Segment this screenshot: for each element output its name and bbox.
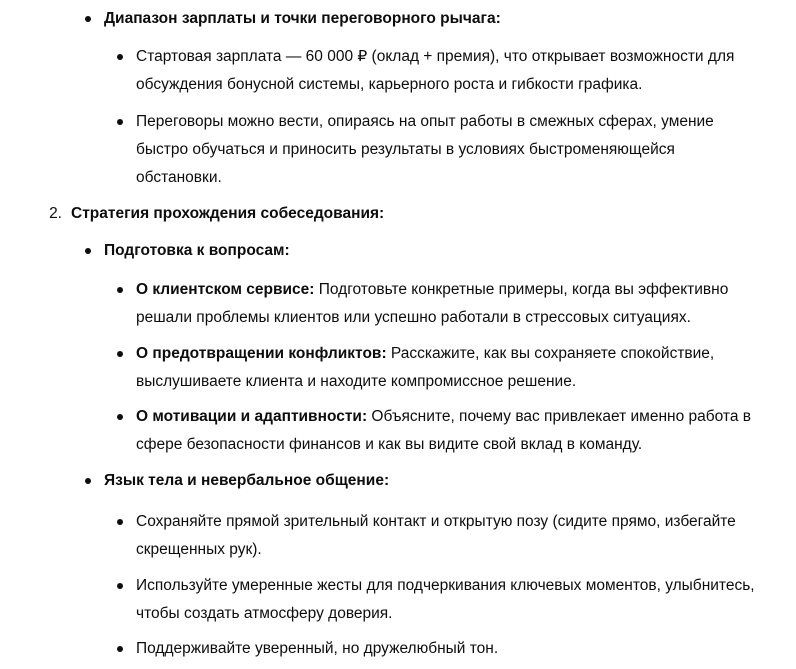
list-item-text: Поддерживайте уверенный, но дружелюбный тон.	[136, 640, 499, 657]
bullet-icon	[117, 646, 123, 652]
bullet-icon	[117, 583, 123, 589]
list-item-text: скрещенных рук).	[136, 541, 262, 558]
list-item-text: Расскажите, как вы сохраняете спокойствие,	[386, 345, 715, 362]
bullet-icon	[117, 287, 123, 293]
list-item-text: Стартовая зарплата — 60 000 ₽ (оклад + премия), что открывает возможности для	[136, 48, 735, 65]
list-item-term: О клиентском сервисе:	[136, 281, 315, 298]
list-item-label: Диапазон зарплаты и точки переговорного рычага:	[104, 10, 501, 27]
list-item-text: сфере безопасности финансов и как вы видите свой вклад в команду.	[136, 436, 643, 453]
bullet-icon	[117, 519, 123, 525]
item-number: 2.	[49, 205, 62, 222]
section-heading: Стратегия прохождения собеседования:	[71, 205, 385, 222]
list-item-text: обсуждения бонусной системы, карьерного роста и гибкости графика.	[136, 76, 643, 93]
bullet-icon	[117, 54, 123, 60]
bullet-icon	[117, 414, 123, 420]
list-item-text: Сохраняйте прямой зрительный контакт и открытую позу (сидите прямо, избегайте	[136, 513, 736, 530]
bullet-icon	[85, 478, 91, 484]
list-item-text: обстановки.	[136, 169, 222, 186]
bullet-icon	[85, 16, 91, 22]
list-item-term: О предотвращении конфликтов:	[136, 345, 387, 362]
list-item-label: Подготовка к вопросам:	[104, 242, 290, 259]
list-item-text: выслушиваете клиента и находите компромиссное решение.	[136, 373, 577, 390]
list-item-text: Используйте умеренные жесты для подчеркивания ключевых моментов, улыбнитесь,	[136, 577, 755, 594]
bullet-icon	[117, 351, 123, 357]
bullet-icon	[85, 248, 91, 254]
list-item-text: чтобы создать атмосферу доверия.	[136, 605, 393, 622]
list-item-text: Объясните, почему вас привлекает именно работа в	[367, 408, 751, 425]
list-item-text: быстро обучаться и приносить результаты в условиях быстроменяющейся	[136, 141, 675, 158]
list-item-text: Подготовьте конкретные примеры, когда вы эффективно	[314, 281, 729, 298]
list-item-text: решали проблемы клиентов или успешно работали в стрессовых ситуациях.	[136, 309, 691, 326]
list-item-label: Язык тела и невербальное общение:	[104, 472, 390, 489]
list-item-text: Переговоры можно вести, опираясь на опыт работы в смежных сферах, умение	[136, 113, 714, 130]
bullet-icon	[117, 119, 123, 125]
list-item-term: О мотивации и адаптивности:	[136, 408, 368, 425]
